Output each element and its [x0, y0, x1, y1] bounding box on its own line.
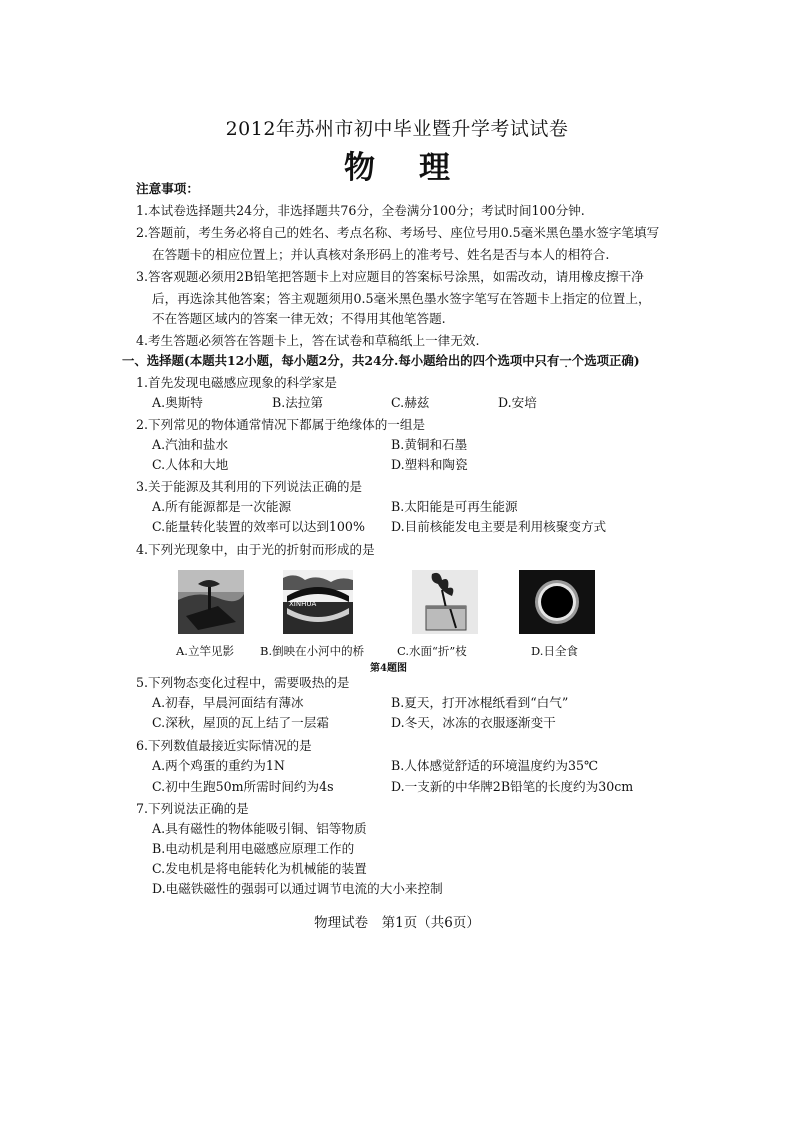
option-c: C.发电机是将电能转化为机械能的装置	[152, 861, 367, 876]
option-d: D.塑料和陶瓷	[391, 457, 468, 472]
option-a: A.所有能源都是一次能源	[152, 499, 292, 514]
emphasis-text: 只有一个 • • •	[535, 353, 585, 368]
option-c: C.能量转化装置的效率可以达到100%	[152, 519, 365, 534]
option-b: B.法拉第	[272, 395, 324, 410]
option-d: D.一支新的中华牌2B铅笔的长度约为30cm	[391, 779, 634, 794]
image-shadow-scene	[178, 570, 244, 634]
notice-line: 在答题卡的相应位置上；并认真核对条形码上的准考号、姓名是否与本人的相符合.	[152, 247, 610, 262]
image-caption-d: D.日全食	[531, 644, 578, 658]
image-caption-a: A.立竿见影	[176, 644, 234, 658]
option-c: C.深秋，屋顶的瓦上结了一层霜	[152, 715, 329, 730]
option-b: B.电动机是利用电磁感应原理工作的	[152, 841, 355, 856]
option-d: D.冬天，冰冻的衣服逐渐变干	[391, 715, 556, 730]
section-heading	[122, 355, 640, 367]
question-stem: 5.下列物态变化过程中，需要吸热的是	[136, 675, 350, 690]
subject-title: 物理	[344, 150, 494, 186]
question-stem: 3.关于能源及其利用的下列说法正确的是	[136, 479, 363, 494]
option-c: C.赫兹	[391, 395, 430, 410]
notice-heading: 注意事项：	[136, 181, 199, 196]
image-bridge-reflection	[283, 570, 353, 634]
image-caption-c: C.水面“折”枝	[397, 644, 467, 658]
page-footer: 物理试卷 第1页（共6页）	[314, 915, 480, 931]
option-a: A.汽油和盐水	[152, 437, 229, 452]
question-stem: 7.下列说法正确的是	[136, 801, 249, 816]
option-b: B.人体感觉舒适的环境温度约为35℃	[391, 758, 599, 773]
option-b: B.黄铜和石墨	[391, 437, 468, 452]
question-stem: 2.下列常见的物体通常情况下都属于绝缘体的一组是	[136, 417, 426, 432]
notice-line: 1.本试卷选择题共24分，非选择题共76分，全卷满分100分；考试时间100分钟.	[136, 203, 585, 218]
option-d: D.目前核能发电主要是利用核聚变方式	[391, 519, 607, 534]
image-caption-b: B.倒映在小河中的桥	[260, 644, 365, 658]
notice-line: 后，再选涂其他答案；答主观题须用0.5毫米黑色墨水签字笔写在答题卡上指定的位置上，	[152, 291, 651, 306]
figure-label: 第4题图	[370, 663, 407, 674]
notice-line: 4.考生答题必须答在答题卡上，答在试卷和草稿纸上一律无效.	[136, 333, 480, 348]
question-stem: 6.下列数值最接近实际情况的是	[136, 738, 312, 753]
image-solar-eclipse	[519, 570, 595, 634]
option-a: A.奥斯特	[152, 395, 203, 410]
option-d: D.电磁铁磁性的强弱可以通过调节电流的大小来控制	[152, 881, 443, 896]
option-d: D.安培	[498, 395, 537, 410]
question-stem: 4.下列光现象中，由于光的折射而形成的是	[136, 542, 375, 557]
option-a: A.初春，早晨河面结有薄冰	[152, 695, 304, 710]
question-stem: 1.首先发现电磁感应现象的科学家是	[136, 375, 337, 390]
watermark-text: XINHUA	[289, 600, 317, 608]
image-branch-in-water	[412, 570, 478, 634]
notice-line: 不在答题区域内的答案一律无效；不得用其他笔答题.	[152, 311, 446, 326]
option-b: B.夏天，打开冰棍纸看到“白气”	[391, 695, 569, 710]
section-text: 一、选择题(本题共12小题，每小题2分，共24分.每小题给出的四个选项中	[122, 353, 535, 368]
option-b: B.太阳能是可再生能源	[391, 499, 518, 514]
option-a: A.两个鸡蛋的重约为1N	[152, 758, 285, 773]
option-a: A.具有磁性的物体能吸引铜、铝等物质	[152, 821, 367, 836]
option-c: C.初中生跑50m所需时间约为4s	[152, 779, 334, 794]
notice-line: 3.答客观题必须用2B铅笔把答题卡上对应题目的答案标号涂黑，如需改动，请用橡皮擦干净	[136, 269, 644, 284]
notice-line: 2.答题前，考生务必将自己的姓名、考点名称、考场号、座位号用0.5毫米黑色墨水签字笔填写	[136, 225, 660, 240]
exam-title: 2012年苏州市初中毕业暨升学考试试卷	[225, 118, 569, 140]
section-text: 选项正确)	[584, 353, 640, 368]
option-c: C.人体和大地	[152, 457, 229, 472]
